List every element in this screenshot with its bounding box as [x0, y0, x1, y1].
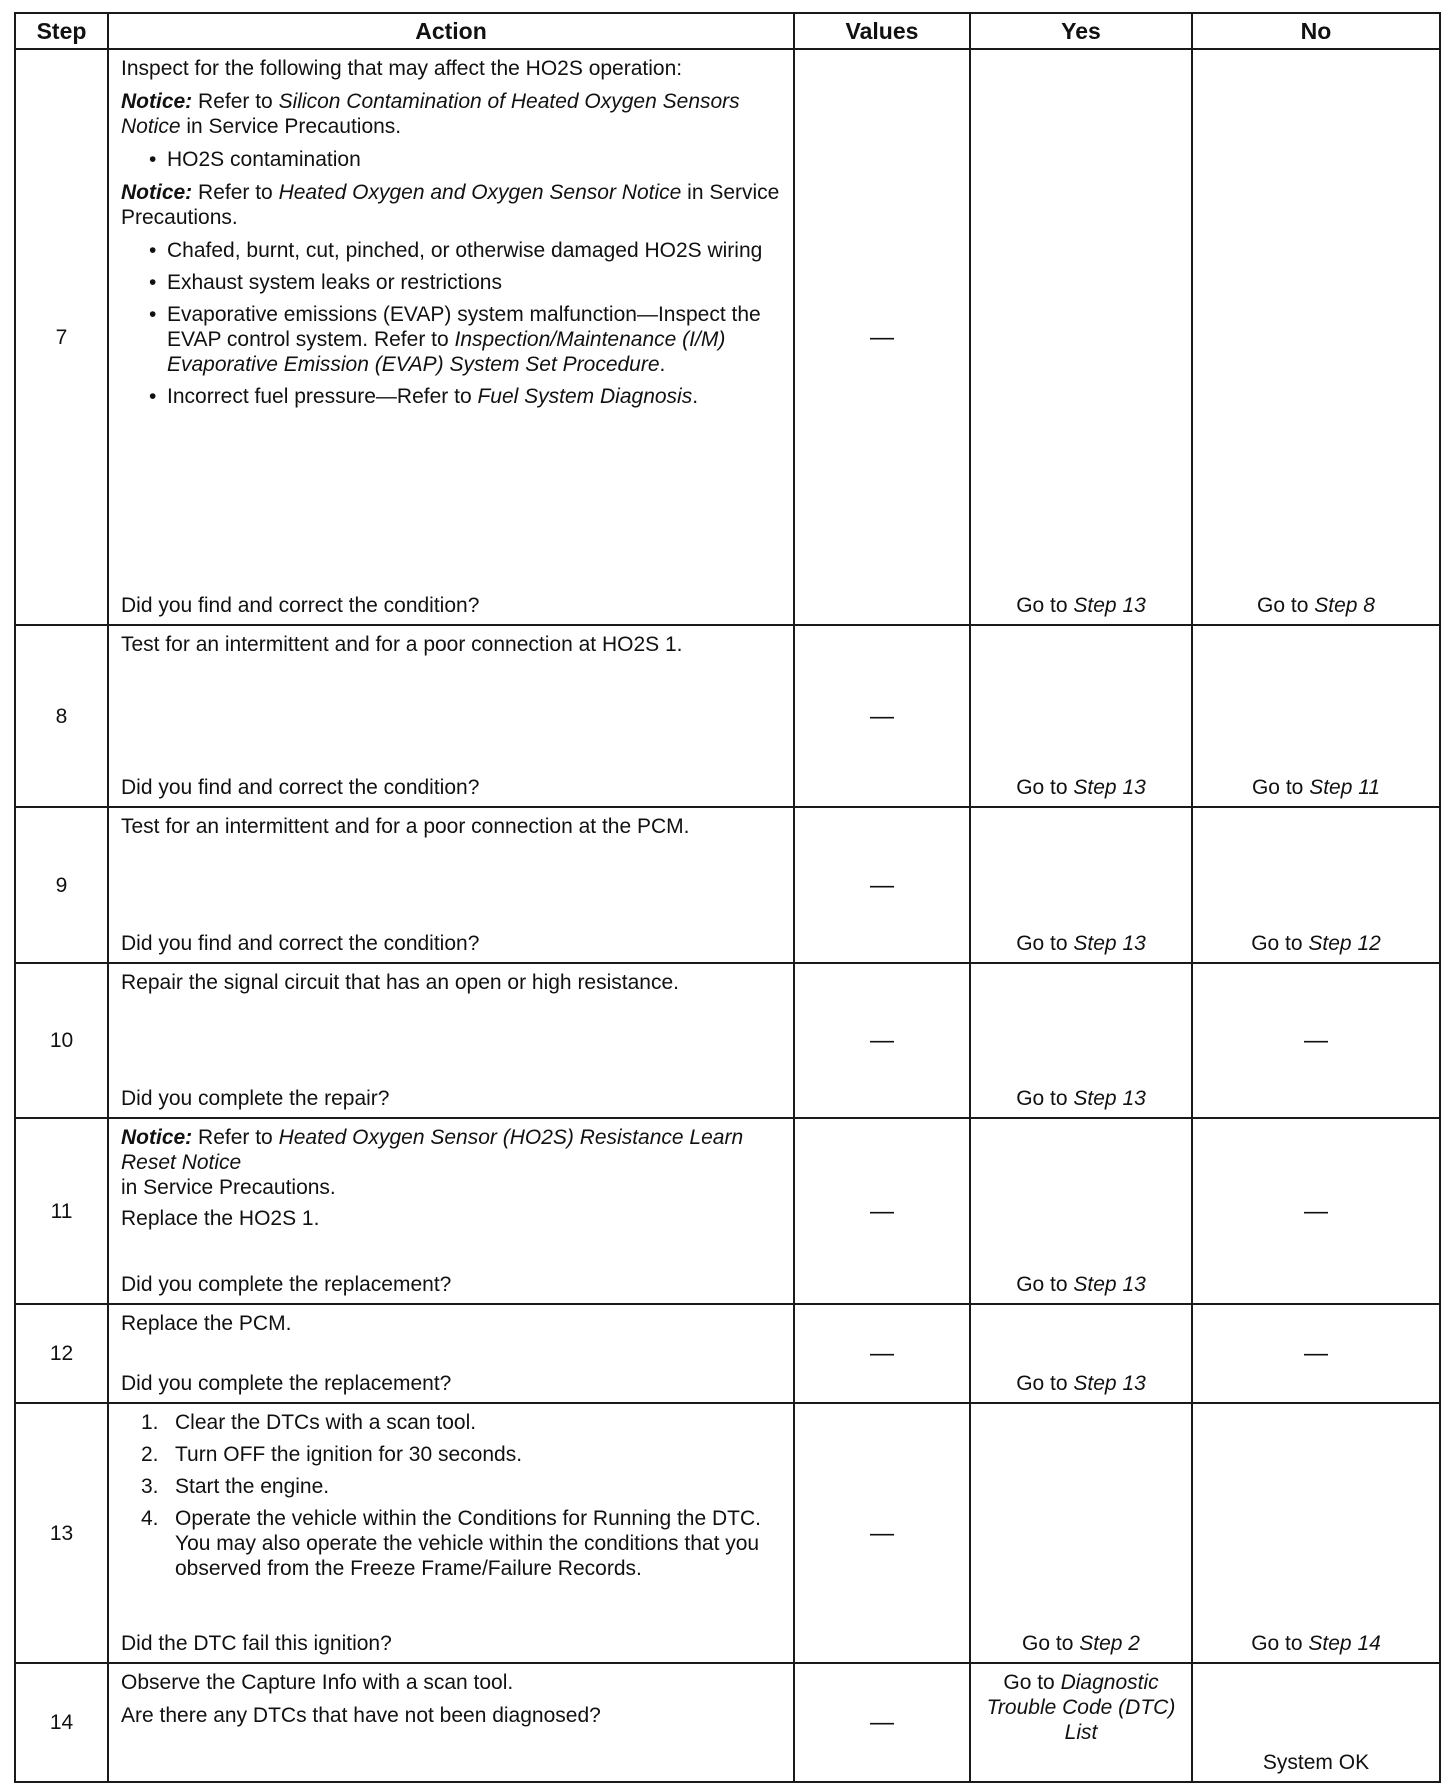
list-number: 1.: [141, 1411, 159, 1434]
no-cell: [1192, 49, 1440, 625]
yes-cell: [970, 49, 1192, 625]
values-cell: —: [794, 625, 970, 807]
action-text: Observe the Capture Info with a scan tool.: [121, 1671, 514, 1694]
action-cell: [108, 1304, 794, 1403]
notice-label: Notice:: [121, 1126, 193, 1149]
yes-pre: Go to: [1016, 1273, 1068, 1296]
bullet-list: [121, 238, 785, 409]
bullet-item: [147, 384, 785, 409]
no-cell: —: [1192, 963, 1440, 1118]
action-cell: [108, 49, 794, 625]
notice-reference: Heated Oxygen Sensor (HO2S) Resistance Learn Reset Notice: [121, 1126, 744, 1174]
question-text: Did you find and correct the condition?: [121, 932, 480, 955]
yes-pre: Go to: [1003, 1671, 1055, 1694]
yes-pre: Go to: [1016, 1087, 1068, 1110]
yes-pre: Go to: [1022, 1632, 1074, 1655]
header-row: [15, 13, 1440, 49]
yes-diagnostic-link[interactable]: Diagnostic Trouble Code (DTC) List: [986, 1671, 1176, 1744]
yes-step-link[interactable]: Step 2: [1079, 1632, 1140, 1655]
notice-paragraph: [121, 89, 785, 139]
step-number: 8: [15, 625, 108, 807]
yes-cell: [970, 1663, 1192, 1782]
bullet-list: [121, 147, 785, 172]
no-cell: [1192, 807, 1440, 963]
list-item: [141, 1442, 785, 1467]
step-number: 13: [15, 1403, 108, 1663]
list-item: [141, 1410, 785, 1435]
list-number: 3.: [141, 1475, 159, 1498]
notice-post: in Service Precautions.: [121, 1176, 336, 1199]
notice-post: in Service Precautions.: [121, 181, 780, 229]
action-text: Replace the PCM.: [121, 1312, 292, 1335]
yes-cell: [970, 963, 1192, 1118]
notice-reference: Heated Oxygen and Oxygen Sensor Notice: [278, 181, 682, 204]
values-cell: —: [794, 807, 970, 963]
notice-label: Notice:: [121, 181, 193, 204]
header-step: Step: [15, 13, 108, 49]
table-row: [15, 625, 1440, 807]
step-number: 14: [15, 1663, 108, 1782]
yes-step-link[interactable]: Step 13: [1073, 1273, 1146, 1296]
table-row: [15, 807, 1440, 963]
header-yes: Yes: [970, 13, 1192, 49]
table-row: [15, 1304, 1440, 1403]
list-item: [141, 1474, 785, 1499]
bullet-item: • HO2S contamination: [147, 147, 785, 172]
question-text: Did you find and correct the condition?: [121, 594, 480, 617]
values-cell: —: [794, 49, 970, 625]
notice-reference: Silicon Contamination of Heated Oxygen Sensors Notice: [121, 90, 740, 138]
action-cell: [108, 963, 794, 1118]
table-row: [15, 963, 1440, 1118]
bullet-item: • Exhaust system leaks or restrictions: [147, 270, 785, 295]
list-text: Operate the vehicle within the Conditions for Running the DTC. You may also operate the vehicle within the conditions that you observed from the Freeze Frame/Failure Records.: [175, 1507, 761, 1580]
action-cell: [108, 807, 794, 963]
values-cell: —: [794, 1663, 970, 1782]
yes-step-link[interactable]: Step 13: [1073, 932, 1146, 955]
yes-pre: Go to: [1016, 776, 1068, 799]
table-row: [15, 1663, 1440, 1782]
no-pre: Go to: [1251, 932, 1303, 955]
no-pre: Go to: [1251, 776, 1304, 799]
values-cell: —: [794, 1403, 970, 1663]
bullet-end: .: [692, 385, 699, 408]
no-step-link[interactable]: Step 14: [1308, 1632, 1381, 1655]
question-text: Did you complete the replacement?: [121, 1372, 452, 1395]
action-cell: [108, 1403, 794, 1663]
step-number: 11: [15, 1118, 108, 1304]
yes-step-link[interactable]: Step 13: [1073, 594, 1146, 617]
yes-pre: Go to: [1016, 932, 1068, 955]
action-cell: [108, 1663, 794, 1782]
bullet-text: Evaporative emissions (EVAP) system malfunction—Inspect the EVAP control system. Refer to: [167, 303, 761, 351]
step-number: 9: [15, 807, 108, 963]
question-text: Are there any DTCs that have not been diagnosed?: [121, 1704, 601, 1727]
table-row: [15, 49, 1440, 625]
no-cell: [1192, 625, 1440, 807]
list-text: Start the engine.: [175, 1475, 330, 1498]
bullet-end: .: [659, 353, 666, 376]
no-cell: [1192, 1403, 1440, 1663]
bullet-item: [147, 302, 785, 377]
list-number: 4.: [141, 1507, 159, 1530]
list-number: 2.: [141, 1443, 159, 1466]
action-cell: [108, 625, 794, 807]
values-cell: —: [794, 963, 970, 1118]
question-text: Did you find and correct the condition?: [121, 776, 480, 799]
bullet-reference: Fuel System Diagnosis: [477, 385, 693, 408]
diagnostic-table: [14, 12, 1441, 1783]
yes-cell: [970, 1403, 1192, 1663]
diagnostic-table-page: [14, 12, 1439, 1779]
step-number: 7: [15, 49, 108, 625]
yes-pre: Go to: [1016, 594, 1068, 617]
yes-step-link[interactable]: Step 13: [1073, 1372, 1146, 1395]
bullet-text: Incorrect fuel pressure—Refer to: [167, 385, 472, 408]
no-cell: —: [1192, 1118, 1440, 1304]
bullet-reference: Inspection/Maintenance (I/M) Evaporative Emission (EVAP) System Set Procedure: [167, 328, 726, 376]
yes-step-link[interactable]: Step 13: [1073, 776, 1146, 799]
list-item: [141, 1506, 785, 1581]
action-text: Repair the signal circuit that has an open or high resistance.: [121, 971, 679, 994]
list-text: Turn OFF the ignition for 30 seconds.: [175, 1443, 523, 1466]
header-action: Action: [108, 13, 794, 49]
yes-step-link[interactable]: Step 13: [1073, 1087, 1146, 1110]
action-text: Replace the HO2S 1.: [121, 1207, 320, 1230]
bullet-item: • Chafed, burnt, cut, pinched, or otherwise damaged HO2S wiring: [147, 238, 785, 263]
action-cell: [108, 1118, 794, 1304]
table-row: [15, 1118, 1440, 1304]
notice-pre: Refer to: [198, 181, 273, 204]
notice-pre: Refer to: [198, 90, 273, 113]
values-cell: —: [794, 1118, 970, 1304]
yes-cell: [970, 1118, 1192, 1304]
question-text: Did you complete the replacement?: [121, 1273, 452, 1296]
yes-cell: [970, 807, 1192, 963]
notice-paragraph: [121, 180, 785, 230]
yes-cell: [970, 625, 1192, 807]
no-cell: —: [1192, 1304, 1440, 1403]
no-step-link[interactable]: Step 11: [1309, 776, 1381, 799]
numbered-list: [121, 1410, 785, 1588]
values-cell: —: [794, 1304, 970, 1403]
step-number: 12: [15, 1304, 108, 1403]
header-no: No: [1192, 13, 1440, 49]
no-cell: System OK: [1192, 1663, 1440, 1782]
action-text: Inspect for the following that may affect the HO2S operation:: [121, 57, 683, 80]
no-step-link[interactable]: Step 8: [1314, 594, 1375, 617]
header-values: Values: [794, 13, 970, 49]
action-text: Test for an intermittent and for a poor connection at HO2S 1.: [121, 633, 683, 656]
step-number: 10: [15, 963, 108, 1118]
question-text: Did you complete the repair?: [121, 1087, 390, 1110]
notice-label: Notice:: [121, 90, 193, 113]
question-text: Did the DTC fail this ignition?: [121, 1632, 392, 1655]
table-row: [15, 1403, 1440, 1663]
list-text: Clear the DTCs with a scan tool.: [175, 1411, 477, 1434]
notice-pre: Refer to: [198, 1126, 273, 1149]
notice-paragraph: [121, 1125, 785, 1200]
yes-pre: Go to: [1016, 1372, 1068, 1395]
yes-cell: [970, 1304, 1192, 1403]
no-step-link[interactable]: Step 12: [1308, 932, 1381, 955]
no-pre: Go to: [1251, 1632, 1303, 1655]
no-pre: Go to: [1257, 594, 1309, 617]
action-text: Test for an intermittent and for a poor connection at the PCM.: [121, 815, 690, 838]
notice-post: in Service Precautions.: [186, 115, 402, 138]
